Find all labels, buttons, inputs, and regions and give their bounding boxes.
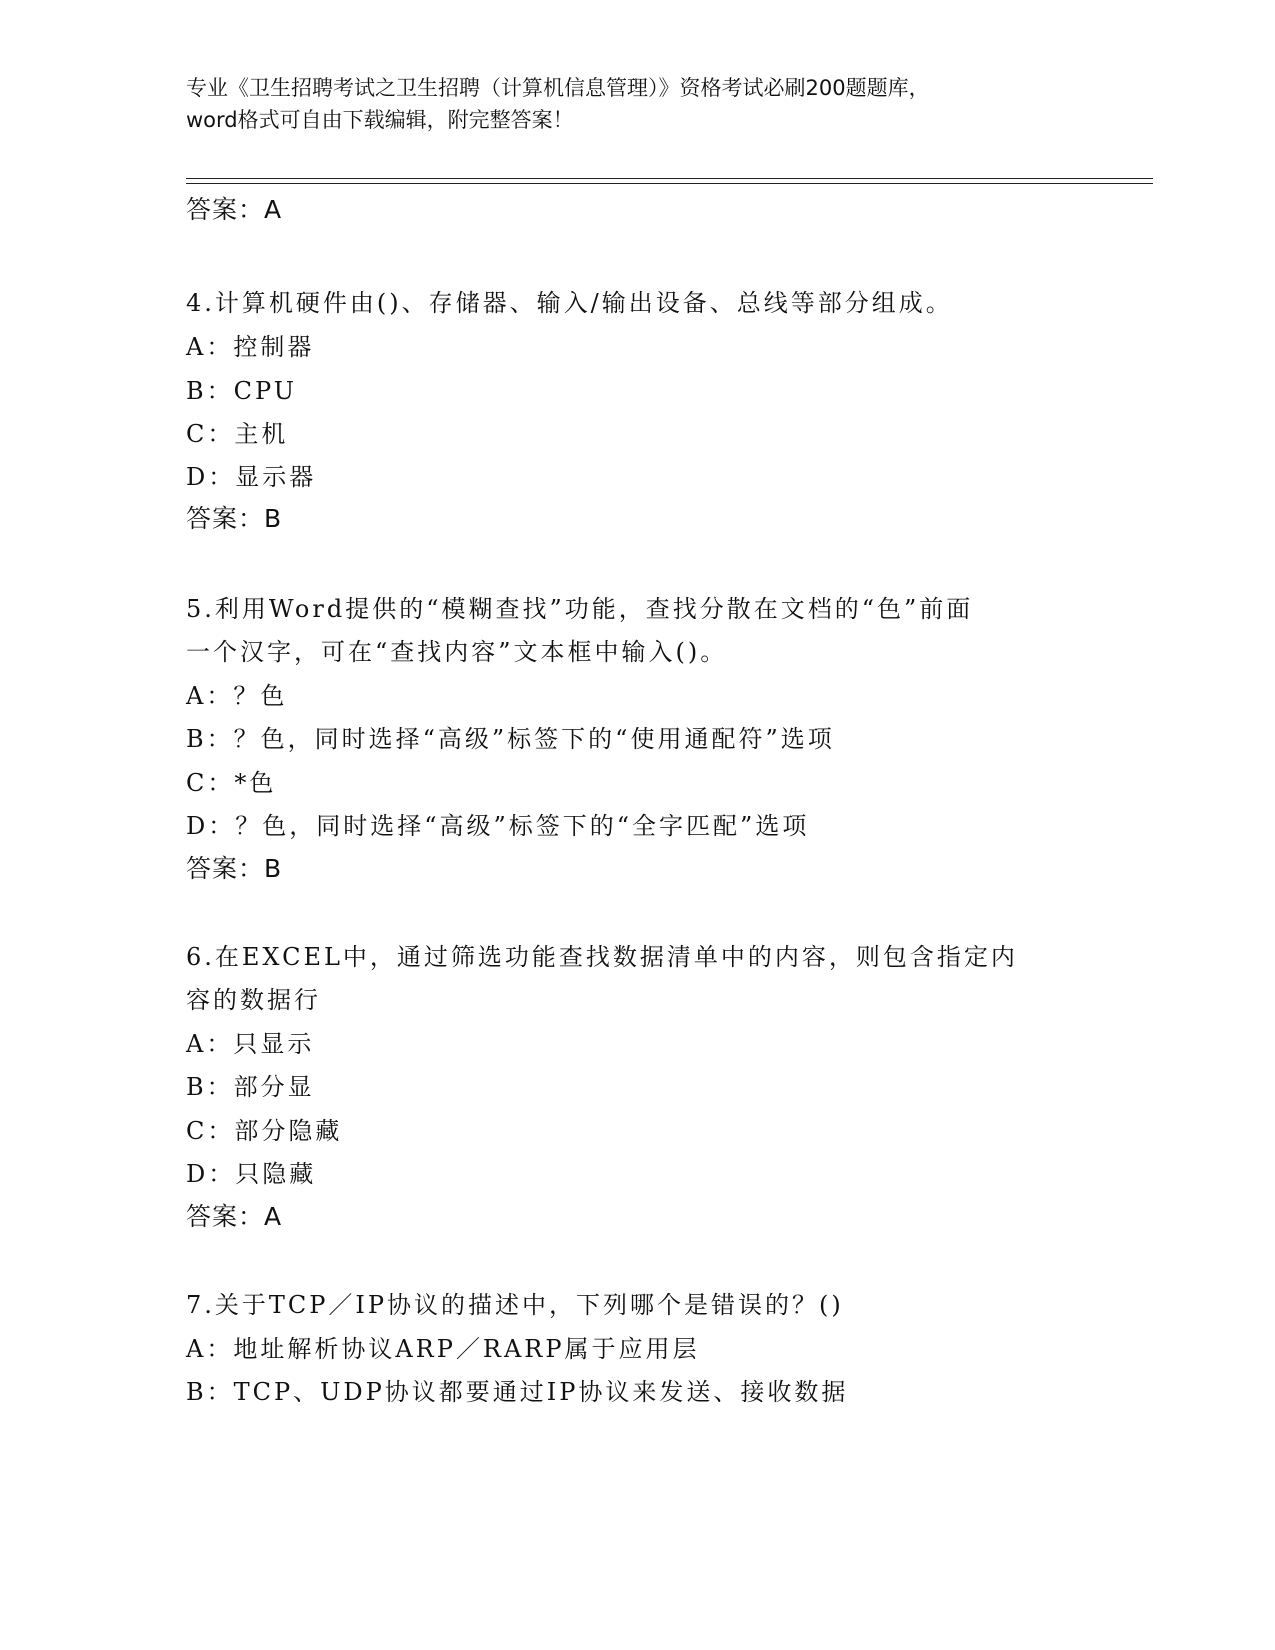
question-6-stem-line-1: 6.在EXCEL中，通过筛选功能查找数据清单中的内容，则包含指定内	[186, 943, 1018, 971]
question-4-option-a: A：控制器	[186, 333, 315, 361]
question-6-option-c: C：部分隐藏	[186, 1117, 343, 1145]
document-header	[186, 72, 1086, 136]
question-6-answer: 答案：A	[186, 1202, 283, 1231]
question-4-stem: 4.计算机硬件由()、存储器、输入/输出设备、总线等部分组成。	[186, 289, 953, 317]
header-title-line-1: 专业《卫生招聘考试之卫生招聘（计算机信息管理）》资格考试必刷200题题库，	[186, 76, 930, 100]
question-5-stem-line-2: 一个汉字，可在“查找内容”文本框中输入()。	[186, 638, 728, 666]
question-7-stem: 7.关于TCP／IP协议的描述中，下列哪个是错误的？()	[186, 1291, 844, 1319]
question-4-answer: 答案：B	[186, 504, 283, 533]
question-5-option-b: B：？色，同时选择“高级”标签下的“使用通配符”选项	[186, 725, 835, 753]
header-title-line-2: word格式可自由下载编辑，附完整答案！	[186, 108, 574, 132]
question-6-stem-line-2: 容的数据行	[186, 986, 321, 1014]
question-4-option-c: C：主机	[186, 420, 289, 448]
question-5-answer: 答案：B	[186, 854, 283, 883]
question-6-option-a: A：只显示	[186, 1030, 315, 1058]
question-7-option-b: B：TCP、UDP协议都要通过IP协议来发送、接收数据	[186, 1378, 849, 1406]
question-5-stem-line-1: 5.利用Word提供的“模糊查找”功能，查找分散在文档的“色”前面	[186, 595, 974, 623]
question-5-option-d: D：？色，同时选择“高级”标签下的“全字匹配”选项	[186, 812, 810, 840]
question-7-option-a: A：地址解析协议ARP／RARP属于应用层	[186, 1335, 700, 1363]
header-divider-bottom	[186, 183, 1153, 184]
question-6-option-d: D：只隐藏	[186, 1160, 317, 1188]
question-5-option-a: A：？色	[186, 682, 288, 710]
previous-answer: 答案：A	[186, 195, 283, 224]
question-6-option-b: B：部分显	[186, 1073, 315, 1101]
header-divider-top	[186, 178, 1153, 179]
question-4-option-d: D：显示器	[186, 463, 317, 491]
question-5-option-c: C：*色	[186, 769, 277, 797]
question-4-option-b: B：CPU	[186, 377, 297, 405]
